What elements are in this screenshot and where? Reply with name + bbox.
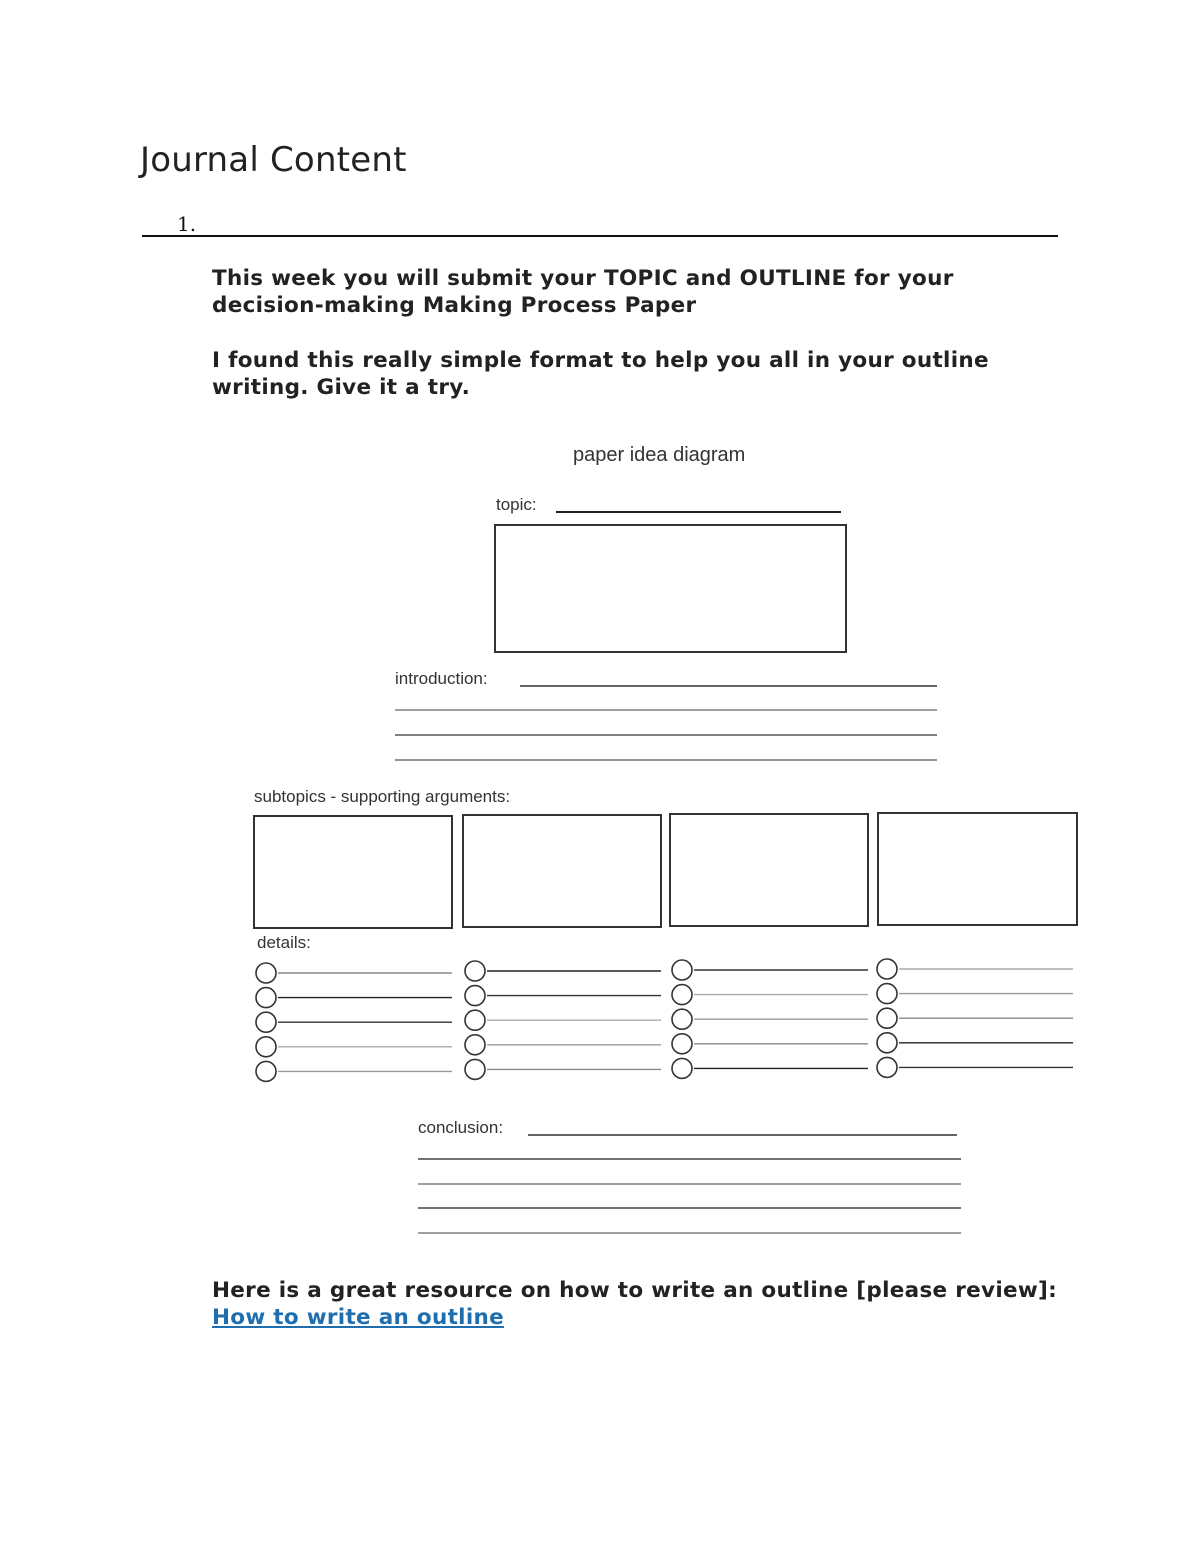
detail-bullet (465, 1035, 485, 1055)
subtopic-box (254, 816, 452, 928)
resource-text: Here is a great resource on how to write an outline [please review]: (212, 1278, 1058, 1303)
subtopic-box (463, 815, 661, 927)
detail-rows (256, 959, 1073, 1081)
detail-bullet (877, 984, 897, 1004)
page-heading: Journal Content (140, 140, 407, 180)
detail-bullet (465, 986, 485, 1006)
resource-paragraph (212, 1277, 1072, 1331)
format-paragraph: I found this really simple format to help you all in your outline writing. Give it a try. (212, 348, 989, 400)
detail-bullet (672, 1009, 692, 1029)
detail-bullet (256, 1037, 276, 1057)
instruction-paragraph: This week you will submit your TOPIC and OUTLINE for your decision-making Making Process Paper (212, 266, 954, 318)
detail-bullet (465, 1059, 485, 1079)
detail-bullet (672, 1058, 692, 1078)
detail-bullet (672, 985, 692, 1005)
detail-bullet (877, 1057, 897, 1077)
detail-bullet (256, 963, 276, 983)
details-label: details: (257, 933, 311, 952)
list-number: 1. (177, 212, 197, 236)
detail-bullet (256, 1012, 276, 1032)
detail-bullet (877, 1033, 897, 1053)
detail-bullet (877, 1008, 897, 1028)
topic-label: topic: (496, 495, 537, 514)
subtopic-box (670, 814, 868, 926)
detail-bullet (465, 1010, 485, 1030)
subtopic-boxes (254, 813, 1077, 928)
detail-bullet (256, 1061, 276, 1081)
subtopics-label: subtopics - supporting arguments: (254, 787, 511, 806)
detail-bullet (672, 1034, 692, 1054)
detail-bullet (877, 959, 897, 979)
subtopic-box (878, 813, 1077, 925)
detail-bullet (672, 960, 692, 980)
introduction-label: introduction: (395, 669, 488, 688)
conclusion-label: conclusion: (418, 1118, 504, 1137)
detail-bullet (256, 988, 276, 1008)
topic-box (495, 525, 846, 652)
diagram-title: paper idea diagram (573, 444, 746, 466)
detail-bullet (465, 961, 485, 981)
outline-resource-link[interactable]: How to write an outline (212, 1305, 505, 1330)
